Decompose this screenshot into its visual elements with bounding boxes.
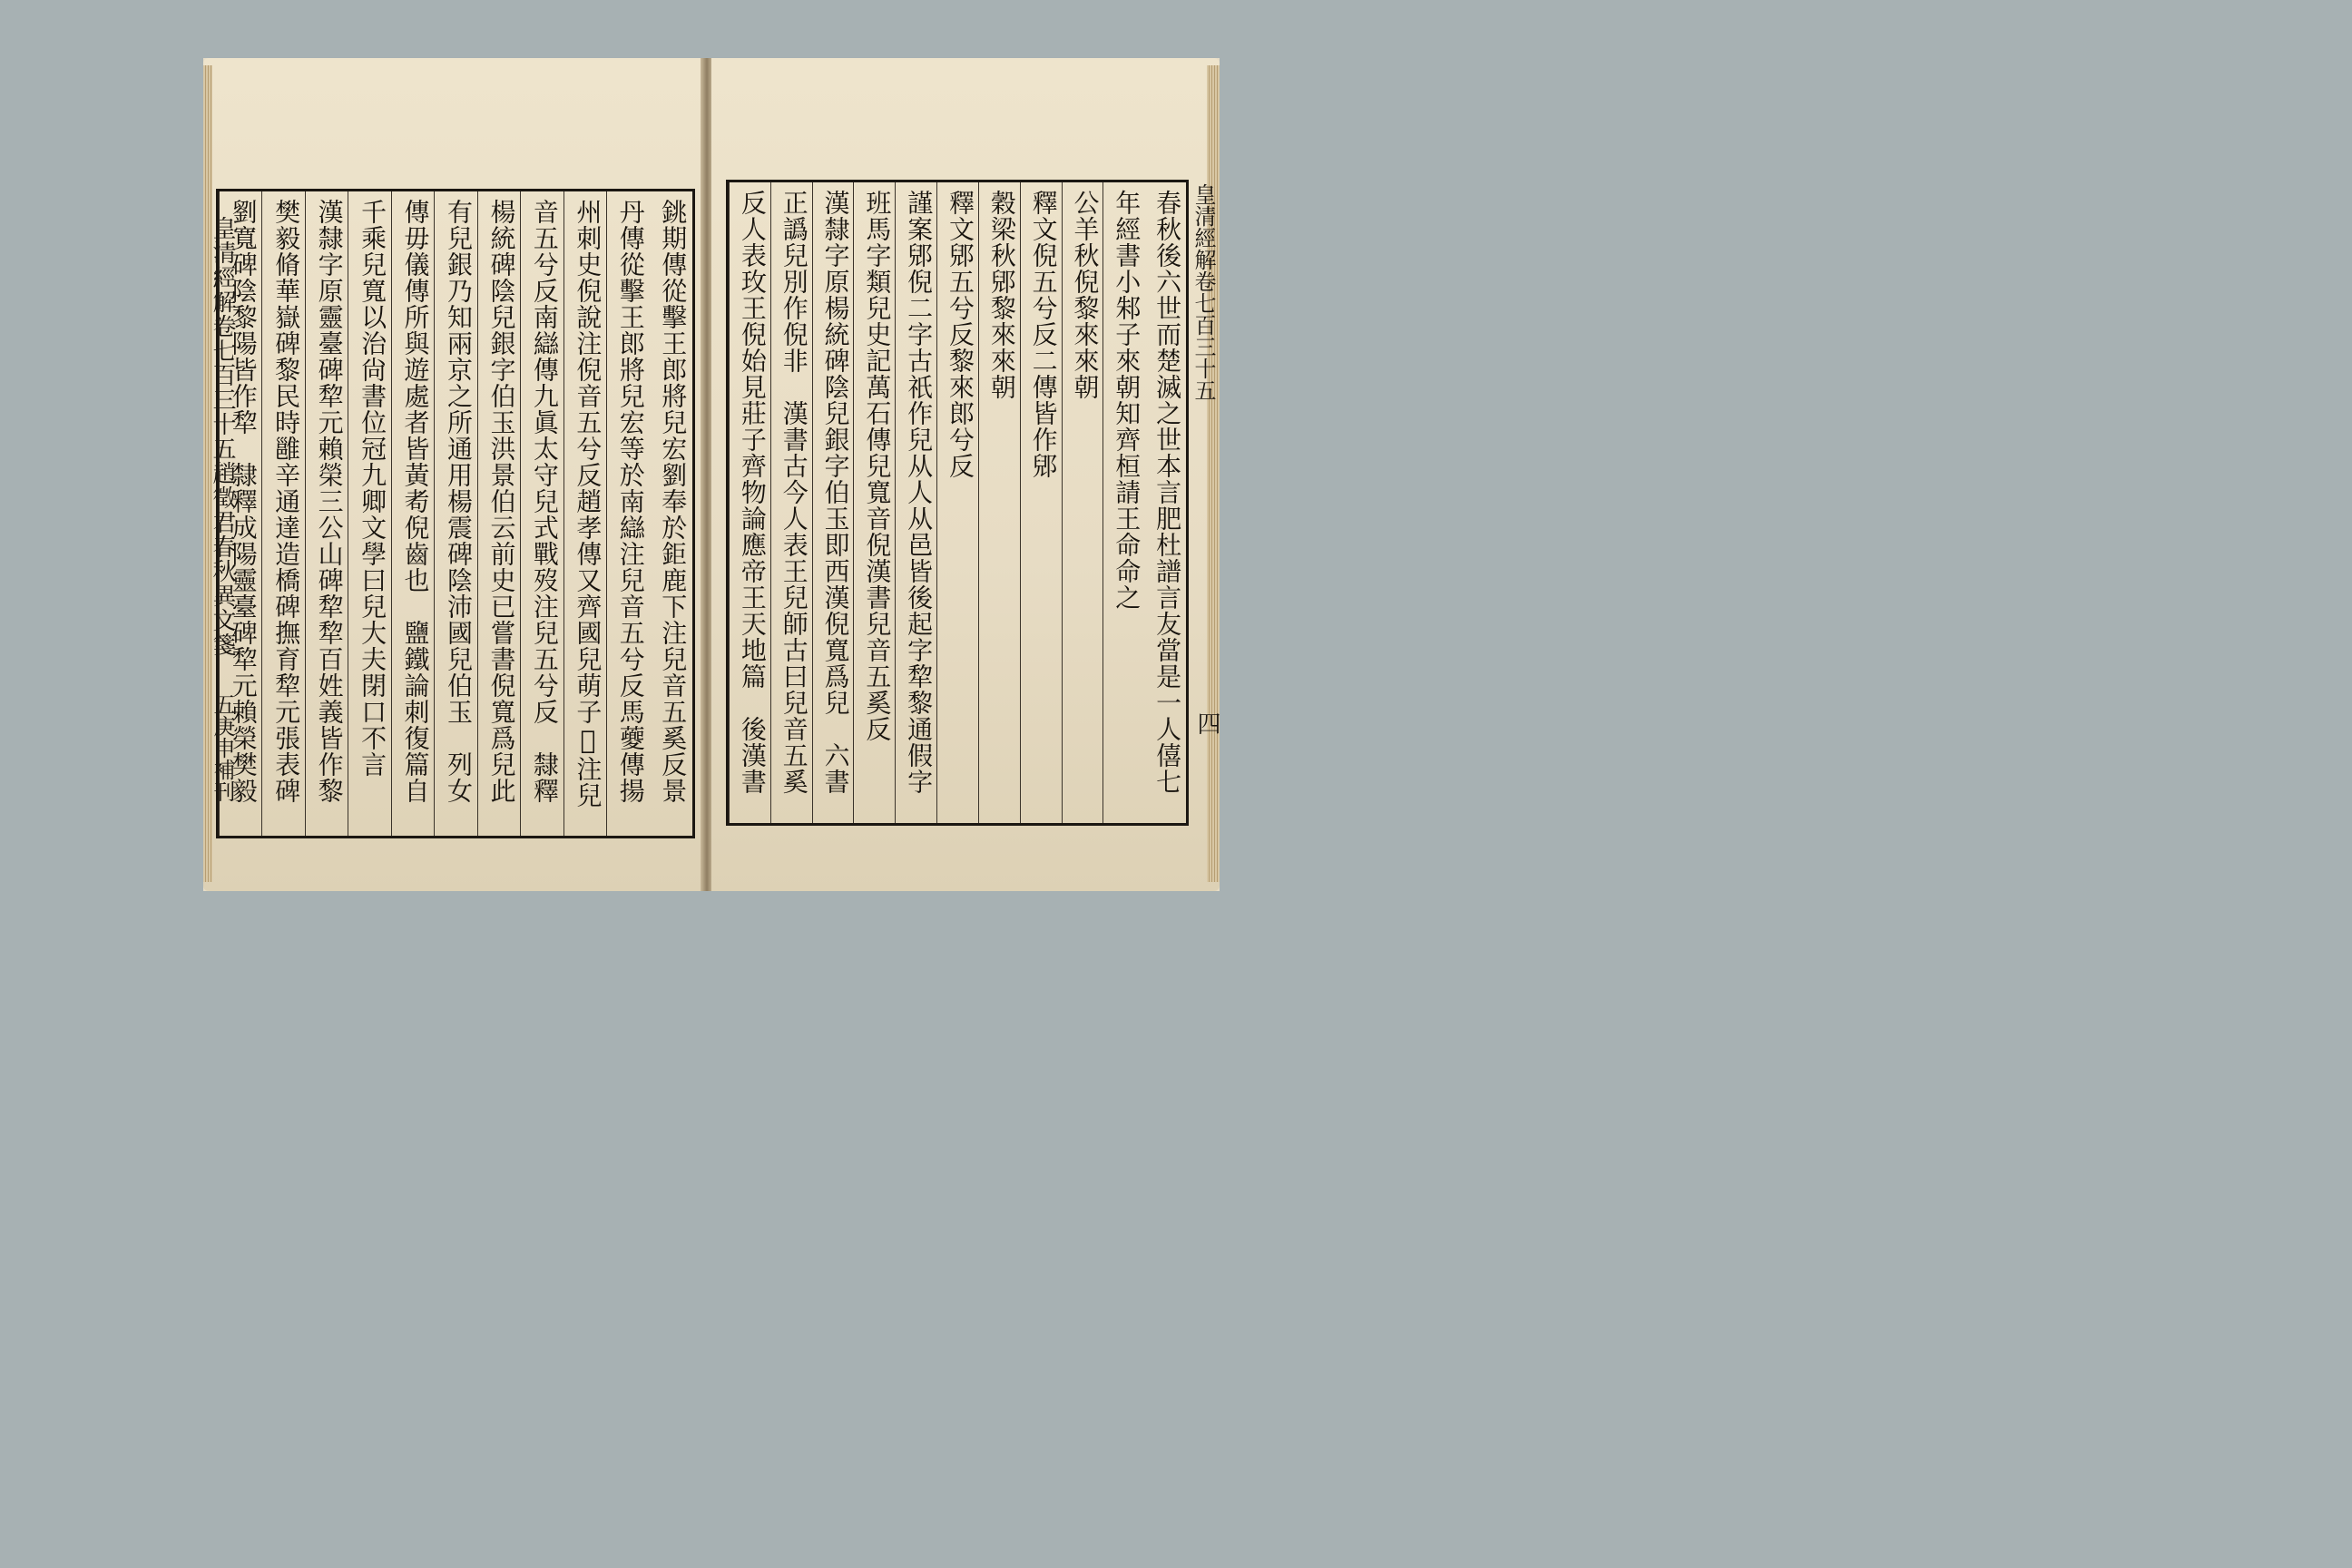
left-page [203,58,701,891]
open-book [203,58,1220,891]
left-column-10 [261,191,304,836]
left-column-2 [606,191,649,836]
right-column-text-7: 謹案郳倪二字古祇作兒从人从邑皆後起字犂黎通假字 [904,190,935,795]
left-text-frame [216,189,695,838]
left-column-6 [434,191,476,836]
left-column-3 [564,191,606,836]
right-column-11 [729,182,770,823]
right-page [711,58,1220,891]
right-column-9 [812,182,854,823]
right-column-8 [853,182,895,823]
left-column-text-7: 傳毋儀傳所與遊處者皆黃耇倪齒也 鹽鐵論刺復篇自 [400,199,431,804]
left-header-author: 趙徵君春秋異文箋 [209,461,236,657]
left-column-text-6: 有兒銀乃知兩京之所通用楊震碑陰沛國兒伯玉 列女 [443,199,474,804]
right-column-text-6: 釋文郳五兮反黎來郎兮反 [945,190,975,479]
right-column-text-8: 班馬字類兒史記萬石傳兒寬音倪漢書兒音五奚反 [862,190,893,742]
left-column-4 [520,191,563,836]
right-header-volume: 卷七百三十五 [1191,270,1216,401]
left-column-text-1: 銚期傳從擊王郎將兒宏劉奉於鉅鹿下注兒音五奚反景 [658,199,689,804]
left-column-text-3: 州刺史倪說注倪音五兮反趙孝傳又齊國兒萌子𠰩注兒 [573,199,603,808]
left-column-text-4: 音五兮反南䜌傳九眞太守兒式戰歿注兒五兮反 隸釋 [529,199,560,804]
right-column-text-2: 年經書小邾子來朝知齊桓請王命命之 [1112,190,1142,611]
left-column-text-8: 千乘兒寬以治尙書位冠九卿文學曰兒大夫閉口不言 [358,199,388,778]
left-column-text-11: 劉寬碑陰黎陽皆作犂 隸釋成陽靈臺碑犂元賴榮樊毅 [228,199,259,804]
left-column-text-9: 漢隸字原靈臺碑犂元賴榮三公山碑犂犂百姓義皆作黎 [314,199,345,804]
right-column-2 [1102,182,1144,823]
right-column-4 [1020,182,1062,823]
left-column-11 [219,191,261,836]
right-column-text-9: 漢隸字原楊統碑陰兒銀字伯玉即西漢倪寬爲兒 六書 [820,190,851,795]
right-column-3 [1062,182,1103,823]
right-sheet-number: 四 [1193,711,1220,735]
left-column-5 [477,191,520,836]
right-column-1 [1144,182,1186,823]
right-column-text-1: 春秋後六世而楚滅之世本言肥杜譜言友當是一人僖七 [1152,190,1183,795]
left-column-7 [391,191,434,836]
right-column-text-3: 公羊秋倪黎來來朝 [1070,190,1101,400]
left-column-1 [650,191,692,836]
right-column-text-4: 釋文倪五兮反二傳皆作郳 [1028,190,1059,479]
right-column-7 [895,182,936,823]
right-column-text-5: 穀梁秋郳黎來來朝 [986,190,1017,400]
left-colophon: 庚申補刊 [210,715,235,802]
left-column-9 [305,191,348,836]
left-column-text-2: 丹傳從擊王郎將兒宏等於南䜌注兒音五兮反馬䕫傳揚 [615,199,646,804]
right-column-text-10: 正譌兒別作倪非 漢書古今人表王兒師古曰兒音五奚 [779,190,809,795]
right-column-10 [770,182,812,823]
right-column-6 [936,182,978,823]
right-header-title: 皇清經解 [1191,183,1216,270]
left-column-text-10: 樊毅脩華嶽碑黎民時雝辛通達造橋碑撫育犂元張表碑 [271,199,302,804]
left-column-8 [348,191,390,836]
left-sheet-number: 五 [210,693,235,715]
right-column-text-11: 反人表玫王倪始見莊子齊物論應帝王天地篇 後漢書 [737,190,768,795]
left-header-volume: 卷七百三十五 [209,314,236,461]
left-header-title-text: 皇清經解 [209,216,236,314]
right-header-block [1191,183,1216,401]
left-column-text-5: 楊統碑陰兒銀字伯玉洪景伯云前史已嘗書倪寬爲兒此 [486,199,517,804]
right-text-frame [726,180,1189,826]
right-column-5 [978,182,1020,823]
